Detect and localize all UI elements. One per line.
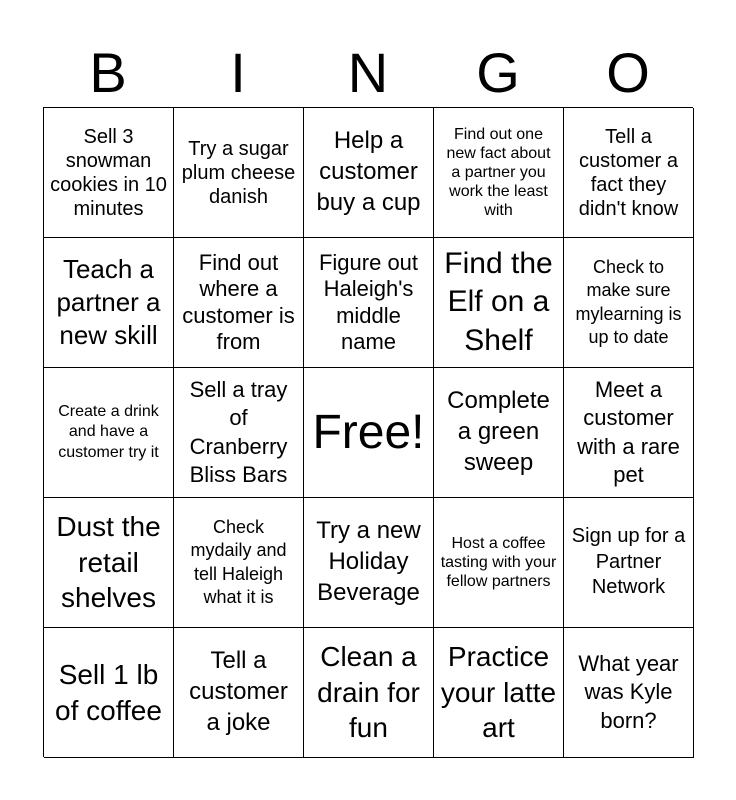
cell-text: What year was Kyle born? [578, 651, 679, 733]
cell-text: Teach a partner a new skill [56, 253, 161, 351]
bingo-cell[interactable] [564, 498, 694, 628]
bingo-cell[interactable] [44, 368, 174, 498]
bingo-cell[interactable] [564, 628, 694, 758]
header-letter-n: N [347, 41, 389, 104]
free-space-text: Free! [312, 405, 425, 459]
cell-text: Dust the retail shelves [56, 510, 161, 614]
bingo-cell[interactable] [434, 628, 564, 758]
bingo-cell[interactable] [564, 108, 694, 238]
bingo-cell[interactable] [44, 628, 174, 758]
cell-text: Sell 3 snowman cookies in 10 minutes [50, 125, 167, 220]
bingo-cell[interactable] [434, 108, 564, 238]
bingo-cell[interactable] [304, 108, 434, 238]
cell-text: Help a customer buy a cup [316, 127, 421, 216]
cell-text: Sell a tray of Cranberry Bliss Bars [189, 377, 288, 487]
cell-text: Try a new Holiday Beverage [316, 517, 421, 606]
bingo-cell[interactable] [174, 238, 304, 368]
cell-text: Meet a customer with a rare pet [577, 377, 680, 487]
bingo-cell[interactable] [174, 108, 304, 238]
cell-text: Host a coffee tasting with your fellow partners [440, 534, 557, 591]
cell-text: Find the Elf on a Shelf [444, 246, 553, 357]
bingo-cell[interactable] [564, 368, 694, 498]
cell-text: Check to make sure mylearning is up to date [575, 257, 682, 347]
header-letter-b: B [89, 41, 127, 104]
cell-text: Find out one new fact about a partner you work the least with [446, 125, 551, 220]
bingo-cell[interactable] [304, 238, 434, 368]
cell-text: Try a sugar plum cheese danish [181, 137, 296, 208]
cell-text: Clean a drain for fun [317, 640, 420, 744]
bingo-cell[interactable] [304, 628, 434, 758]
bingo-board [43, 107, 693, 757]
cell-text: Practice your latte art [440, 640, 557, 744]
bingo-cell[interactable] [174, 498, 304, 628]
cell-text: Tell a customer a fact they didn't know [578, 125, 679, 220]
bingo-cell[interactable] [174, 368, 304, 498]
bingo-cell[interactable] [434, 498, 564, 628]
bingo-cell[interactable] [564, 238, 694, 368]
header-letter-g: G [476, 41, 520, 104]
bingo-cell[interactable] [44, 238, 174, 368]
cell-text: Find out where a customer is from [182, 249, 295, 354]
cell-text: Tell a customer a joke [189, 647, 288, 736]
bingo-cell[interactable] [434, 368, 564, 498]
cell-text: Check mydaily and tell Haleigh what it is [190, 517, 287, 607]
free-space[interactable] [304, 368, 434, 498]
cell-text: Sell 1 lb of coffee [55, 658, 162, 726]
bingo-cell[interactable] [44, 108, 174, 238]
cell-text: Create a drink and have a customer try it [58, 402, 159, 461]
cell-text: Figure out Haleigh's middle name [318, 249, 419, 354]
bingo-cell[interactable] [434, 238, 564, 368]
bingo-header [43, 40, 693, 106]
bingo-cell[interactable] [174, 628, 304, 758]
bingo-cell[interactable] [304, 498, 434, 628]
bingo-cell[interactable] [44, 498, 174, 628]
cell-text: Sign up for a Partner Network [571, 525, 686, 599]
cell-text: Complete a green sweep [447, 387, 550, 476]
header-letter-o: O [606, 41, 650, 104]
header-letter-i: I [230, 41, 246, 104]
